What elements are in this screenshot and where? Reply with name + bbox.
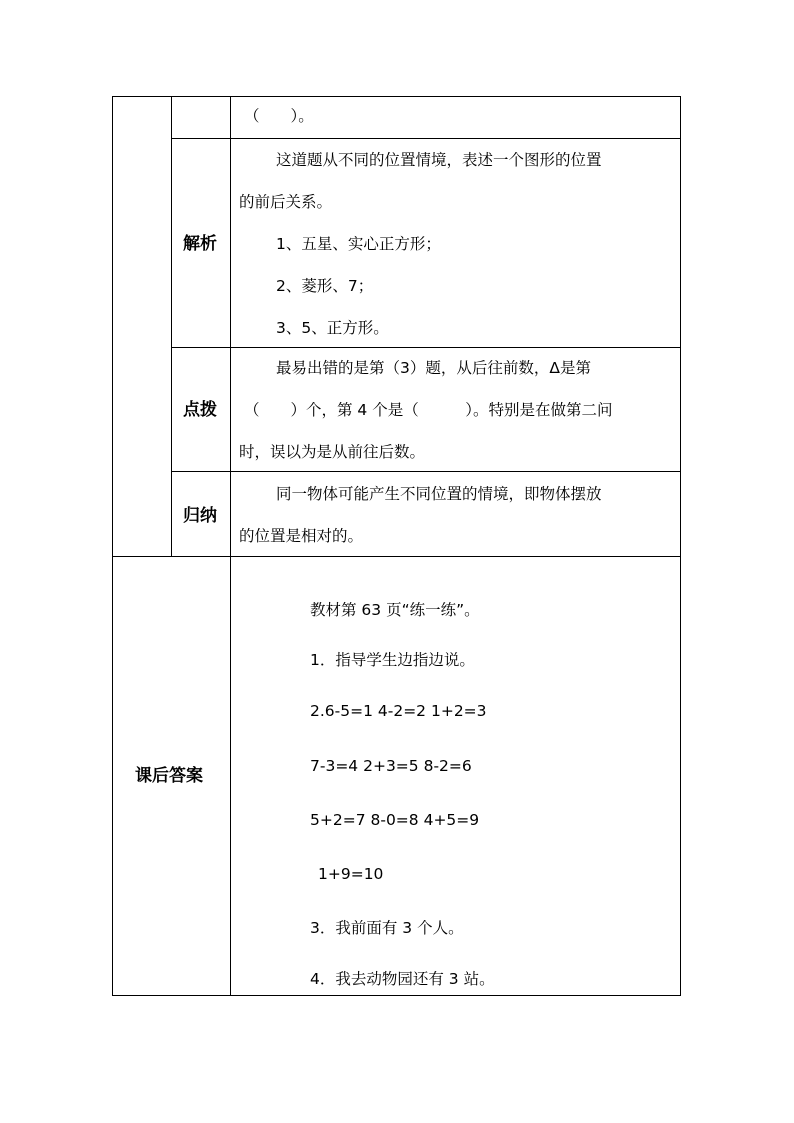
answers-line-6: 1+9=10 [318,865,384,883]
table-bottom-border [112,995,681,996]
answers-line-4: 7-3=4 2+3=5 8-2=6 [310,757,472,775]
analysis-label: 解析 [183,234,217,254]
analysis-line-2: 的前后关系。 [239,193,333,211]
row-divider-2 [171,347,681,348]
answers-line-2: 1．指导学生边指边说。 [310,651,475,669]
table-right-border [680,96,681,996]
analysis-line-1: 这道题从不同的位置情境，表述一个图形的位置 [276,151,602,169]
answers-line-1: 教材第 63 页“练一练”。 [310,601,480,619]
tips-line-1: 最易出错的是第（3）题，从后往前数，Δ是第 [276,359,591,377]
row-divider-3 [171,471,681,472]
row1-text: （ ）。 [244,107,314,125]
inner-column-divider [171,96,172,557]
tips-line-3: 时，误以为是从前往后数。 [239,443,426,461]
table-left-border [112,96,113,996]
analysis-line-3: 1、五星、实心正方形； [276,235,441,253]
summary-label: 归纳 [183,506,217,526]
answers-line-7: 3．我前面有 3 个人。 [310,919,464,937]
answers-line-5: 5+2=7 8-0=8 4+5=9 [310,811,480,829]
summary-line-1: 同一物体可能产生不同位置的情境，即物体摆放 [276,485,602,503]
analysis-line-5: 3、5、正方形。 [276,319,389,337]
tips-line-2: （ ）个，第 4 个是（ ）。特别是在做第二问 [244,401,613,419]
answers-line-8: 4．我去动物园还有 3 站。 [310,970,495,988]
tips-label: 点拨 [183,400,217,420]
analysis-line-4: 2、菱形、7； [276,277,374,295]
row-divider-1 [171,138,681,139]
answers-label: 课后答案 [135,766,203,786]
row-divider-4 [112,556,681,557]
summary-line-2: 的位置是相对的。 [239,527,364,545]
answers-line-3: 2.6-5=1 4-2=2 1+2=3 [310,702,487,720]
table-top-border [112,96,681,97]
content-column-divider [230,96,231,996]
